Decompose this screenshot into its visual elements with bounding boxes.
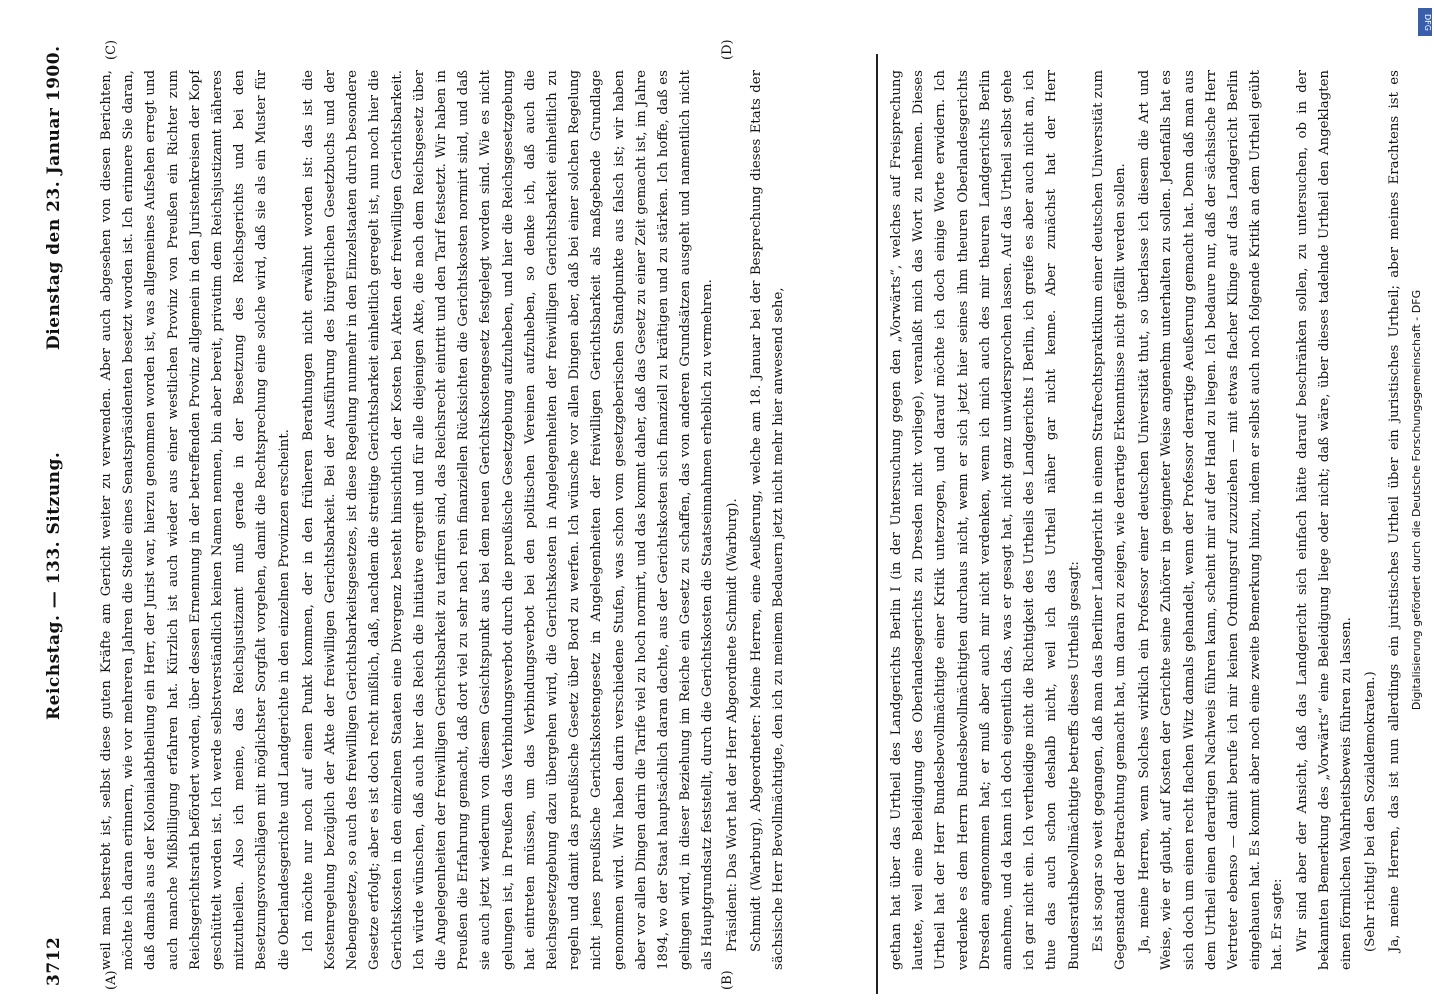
right-text-column [886, 70, 1406, 970]
text-paragraph: weil man bestrebt ist, selbst diese guten Kräfte am Gericht weiter zu verwenden. Aber auch abgesehen von diesen Berichten, möchte ich daran erinnern, wie vor mehreren Jahren die Stelle eines Senatspräsidenten besetzt worden ist. Ich erinnere Sie daran, daß damals aus der Kolonialabtheilung ein Herr, der Jurist war, hierzu genommen worden ist, was allgemeines Aufsehen erregt und auch manche Mißbilligung erfahren hat. Kürzlich ist auch wieder aus einer westlichen Provinz von Preußen ein Richter zum Reichsgerichtsrath befördert worden, über dessen Ernennung in der betreffenden Provinz allgemein in den Juristenkreisen der Kopf geschüttelt worden ist. Ich werde selbstverständlich keinen Namen nennen, bin aber bereit, privatim dem Reichsjustizamt näheres mitzutheilen. Also ich meine, das Reichsjustizamt muß gerade in der Besetzung des Reichsgerichts und bei den Besetzungsvorschlägen mit möglichster Sorgfalt vorgehen, damit die Rechtsprechung eine solche wird, daß sie als ein Muster für die Oberlandesgerichte und Landgerichte in den einzelnen Provinzen erscheint. [99, 70, 292, 970]
margin-mark-b: (B) [720, 970, 735, 990]
left-running-title: Reichstag. — 133. Sitzung. [44, 451, 64, 720]
text-paragraph: (Sehr richtig! bei den Sozialdemokraten.) [1363, 671, 1379, 952]
margin-mark-c: (C) [104, 39, 119, 60]
text-paragraph: Es ist sogar so weit gegangen, daß man das Berliner Landgericht in einem Strafrechtspraktikum einer deutschen Universität zum Gegenstand der Betrachtung gemacht hat, um daran zu zeigen, wie derartige Erkenntnisse nicht gefällt werden sollen. [1090, 70, 1129, 970]
right-running-title: Dienstag den 23. Januar 1900. [44, 45, 64, 350]
margin-mark-d: (D) [720, 39, 735, 60]
page-header [0, 0, 86, 1000]
page-number: 3712 [44, 936, 64, 986]
margin-mark-a: (A) [104, 970, 119, 990]
funding-note-text: Digitalisierung gefördert durch die Deutsche Forschungsgemeinschaft - DFG [1410, 289, 1423, 711]
speaker-line: Schmidt (Warburg), Abgeordneter: Meine Herren, eine Aeußerung, welche am 18. Januar bei der Besprechung dieses Etats der sächsische Herr Bevollmächtigte, den ich zu meinem Bedauern jetzt nicht mehr hier anwesend sehe, [748, 70, 787, 970]
left-text-column [96, 70, 866, 970]
text-paragraph: Ja, meine Herren, wenn Solches wirklich ein Professor einer deutschen Universität thut, so überlasse ich diesem die Art und Weise, wie er glaubt, auf Kosten der Gerichte seine Zuhörer in geeigneter Weise angenehm unterhalten zu sollen. Jedenfalls hat es sich doch um einen recht flachen Witz damals gehandelt, wenn der Professor derartige Aeußerung gemacht hat. Denn daß man aus dem Urtheil einen derartigen Nachweis führen kann, scheint mir auf der Hand zu liegen. Ich bedaure nur, daß der sächsische Herr Vertreter ebenso — damit berufe ich mir keinen Ordnungsruf zuzuziehen — mit etwas flacher Klinge auf das Landgericht Berlin eingehauen hat. Es kommt aber noch eine zweite Bemerkung hinzu, indem er selbst auch noch folgende Kritik an dem Urtheil geübt hat. Er sagte: [1137, 70, 1286, 970]
text-paragraph: Wir sind aber der Ansicht, daß das Landgericht sich einfach hätte darauf beschränken sollen, zu untersuchen, ob in der bekannten Bemerkung des „Vorwärts“ eine Beleidigung liege oder nicht; daß wäre, über dieses tadelnde Urtheil den Angeklagten einen förmlichen Wahrheitsbeweis führen zu lassen. [1294, 70, 1355, 970]
text-paragraph: Ja, meine Herren, das ist nun allerdings ein juristisches Urtheil über ein juristisches Urtheil; aber meines Erachtens ist es [1387, 70, 1403, 952]
dfg-logo-badge: DFG [1418, 8, 1432, 36]
president-line: Präsident: Das Wort hat der Herr Abgeordnete Schmidt (Warburg). [724, 498, 740, 952]
text-paragraph: gethan hat über das Urtheil des Landgerichts Berlin I (in der Untersuchung gegen den „Vorwärts“, welches auf Freisprechung lautete, weil eine Beleidigung des Oberlandesgerichts zu Dresden nicht vorliege), veranlaßt mich das Wort zu nehmen. Dieses Urtheil hat der Herr Bundesbevollmächtigte einer Kritik unterzogen, und darauf möchte ich doch einige Worte erwidern. Ich verdenke es dem Herrn Bundesbevollmächtigten durchaus nicht, wenn er sich jetzt hier seines ihm theuren Oberlandesgerichts Dresden angenommen hat; er muß aber auch mir nicht verdenken, wenn ich mich auch des mir theuren Landgerichts Berlin annehme, und da kann ich doch eigentlich das, was er gesagt hat, nicht ganz unwidersprochen lassen. Auf das Urtheil selbst gehe ich gar nicht ein. Ich vertheidige nicht die Richtigkeit des Urtheils des Landgerichts I Berlin, ich greife es aber auch nicht an, ich thue das auch schon deshalb nicht, weil ich das Urtheil näher gar nicht kenne. Aber zunächst hat der Herr Bundesrathsbevollmächtigte betreffs dieses Urtheils gesagt: [889, 70, 1082, 970]
funding-side-note [1400, 0, 1434, 1000]
text-paragraph: Ich möchte nur noch auf einen Punkt kommen, der in den früheren Berathungen nicht erwähnt worden ist: das ist die Kostenregelung bezüglich der Akte der freiwilligen Gerichtsbarkeit. Bei der Ausführung des bürgerlichen Gesetzbuchs und der Nebengesetze, so auch des freiwilligen Gerichtsbarkeitsgesetzes, ist diese Regelung nunmehr in den Einzelstaaten durch besondere Gesetze erfolgt; aber es ist doch recht mißlich, daß, nachdem die streitige Gerichtsbarkeit einheitlich geregelt ist, nun noch hier die Gerichtskosten in den einzelnen Staaten eine Divergenz besteht hinsichtlich der Kosten bei Akten der freiwilligen Gerichtsbarkeit. Ich würde wünschen, daß auch hier das Reich die Initiative ergreift und für alle diejenigen Akte, die nach dem Reichsgesetz über die Angelegenheiten der freiwilligen Gerichtsbarkeit zu tarifiren sind, das Reichsrecht eintritt und den Tarif festsetzt. Wir haben in Preußen die Erfahrung gemacht, daß dort viel zu sehr nach rein finanziellen Rücksichten die Gerichtskosten normirt sind, und daß sie auch jetzt wiederum von diesem Gesichtspunkt aus bei dem neuen Gerichtskostengesetz festgelegt worden sind. Wie es nicht gelungen ist, in Preußen das Verbindungsverbot durch die preußische Gesetzgebung aufzuheben, und hier die Reichsgesetzgebung hat eintreten müssen, um das Verbindungsverbot bei den politischen Vereinen aufzuheben, so denke ich, daß auch die Reichsgesetzgebung dazu übergehen wird, die Gerichtskosten in Angelegenheiten der freiwilligen Gerichtsbarkeit einheitlich zu regeln und damit das preußische Gesetz über Bord zu werfen. Ich wünsche vor allen Dingen aber, daß bei einer solchen Regelung nicht jenes preußische Gerichtskostengesetz in Angelegenheiten der freiwilligen Gerichtsbarkeit als maßgebende Grundlage genommen wird. Wir haben darin verschiedene Stufen, was schon vom gesetzgeberischen Standpunkte aus falsch ist; wir haben aber vor allen Dingen darin die Tarife viel zu hoch normirt, und das kommt daher, daß das Gesetz zu einer Zeit gemacht ist, im Jahre 1894, wo der Staat hauptsächlich daran dachte, aus der Gerichtskosten sich finanziell zu kräftigen und zu stärken. Ich hoffe, daß es gelingen wird, in dieser Beziehung im Reiche ein Gesetz zu schaffen, das von anderen Grundsätzen ausgeht und namentlich nicht als Hauptgrundsatz feststellt, durch die Gerichtskosten die Staatseinnahmen erheblich zu vermehren. [300, 70, 716, 970]
column-divider [876, 54, 878, 994]
